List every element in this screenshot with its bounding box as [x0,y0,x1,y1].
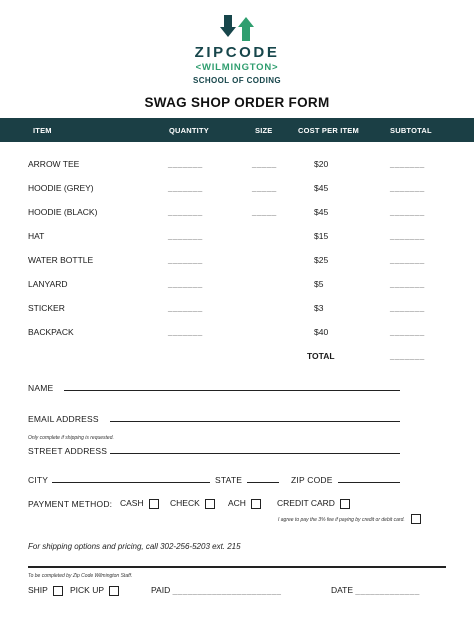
state-field[interactable] [247,482,279,483]
table-row [0,159,474,173]
subtotal-blank[interactable]: _______ [390,207,425,216]
subtotal-blank[interactable]: _______ [390,279,425,288]
size-blank[interactable]: _____ [252,207,277,216]
total-blank[interactable]: _______ [390,351,425,360]
size-blank[interactable]: _____ [252,183,277,192]
zip-field[interactable] [338,482,400,483]
table-header [0,118,474,142]
pick-up-option[interactable] [70,585,119,596]
subtotal-blank[interactable]: _______ [390,327,425,336]
paid-blank[interactable]: ______________________ [172,586,282,595]
ach-option[interactable] [228,498,261,509]
zip-label: ZIP CODE [291,475,333,485]
divider [28,566,446,568]
state-label: STATE [215,475,243,485]
quantity-blank[interactable]: _______ [168,207,203,216]
header-quantity: QUANTITY [169,126,209,135]
ship-label: SHIP [28,585,48,595]
row-item: ARROW TEE [28,159,80,169]
logo-subtitle: <WILMINGTON> [195,62,279,73]
size-blank[interactable]: _____ [252,159,277,168]
email-label: EMAIL ADDRESS [28,414,99,424]
shipping-info: For shipping options and pricing, call 302-256-5203 ext. 215 [28,542,241,551]
email-field[interactable] [110,421,400,422]
subtotal-blank[interactable]: _______ [390,255,425,264]
row-item: STICKER [28,303,65,313]
row-cost: $45 [314,207,329,217]
credit-card-checkbox[interactable] [340,499,350,509]
header-subtotal: SUBTOTAL [390,126,432,135]
row-cost: $5 [314,279,324,289]
date-field[interactable] [331,585,420,595]
check-checkbox[interactable] [205,499,215,509]
quantity-blank[interactable]: _______ [168,327,203,336]
total-row [0,351,474,365]
table-row [0,303,474,317]
row-cost: $15 [314,231,329,241]
logo-wordmark: ZIPCODE [194,44,280,61]
row-cost: $40 [314,327,329,337]
date-label: DATE [331,585,354,595]
quantity-blank[interactable]: _______ [168,183,203,192]
table-row [0,183,474,197]
paid-label: PAID [151,585,171,595]
city-field[interactable] [52,482,210,483]
subtotal-blank[interactable]: _______ [390,183,425,192]
quantity-blank[interactable]: _______ [168,255,203,264]
subtotal-blank[interactable]: _______ [390,231,425,240]
credit-card-label: CREDIT CARD [277,498,335,508]
city-label: CITY [28,475,49,485]
name-field[interactable] [64,390,400,391]
subtotal-blank[interactable]: _______ [390,303,425,312]
logo-school: SCHOOL OF CODING [192,76,282,85]
cash-label: CASH [120,498,144,508]
row-item: HOODIE (BLACK) [28,207,98,217]
quantity-blank[interactable]: _______ [168,279,203,288]
table-row [0,207,474,221]
pick-up-checkbox[interactable] [109,586,119,596]
row-cost: $25 [314,255,329,265]
row-item: WATER BOTTLE [28,255,94,265]
payment-method-label: PAYMENT METHOD: [28,499,113,509]
shipping-only-note: Only complete if shipping is requested. [28,435,114,441]
header-cost: COST PER ITEM [298,126,359,135]
row-item: BACKPACK [28,327,74,337]
table-row [0,231,474,245]
date-blank[interactable]: _____________ [355,586,420,595]
check-label: CHECK [170,498,200,508]
row-item: HOODIE (GREY) [28,183,94,193]
table-row [0,255,474,269]
form-title: SWAG SHOP ORDER FORM [144,95,330,110]
ach-label: ACH [228,498,246,508]
row-cost: $20 [314,159,329,169]
ship-option[interactable] [28,585,63,596]
table-row [0,327,474,341]
header-item: ITEM [33,126,52,135]
row-item: HAT [28,231,45,241]
fee-agreement-checkbox[interactable] [411,514,421,524]
street-field[interactable] [110,453,400,454]
cash-checkbox[interactable] [149,499,159,509]
quantity-blank[interactable]: _______ [168,303,203,312]
total-label: TOTAL [307,351,335,361]
staff-note: To be completed by Zip Code Wilmington Staff. [28,573,133,579]
pick-up-label: PICK UP [70,585,105,595]
table-row [0,279,474,293]
row-cost: $3 [314,303,324,313]
arrows-logo-icon [220,13,254,43]
row-cost: $45 [314,183,329,193]
logo [0,13,474,85]
quantity-blank[interactable]: _______ [168,159,203,168]
quantity-blank[interactable]: _______ [168,231,203,240]
ship-checkbox[interactable] [53,586,63,596]
fee-agreement-text: I agree to pay the 3% fee if paying by credit or debit card. [278,517,405,523]
header-size: SIZE [255,126,273,135]
name-label: NAME [28,383,54,393]
subtotal-blank[interactable]: _______ [390,159,425,168]
row-item: LANYARD [28,279,68,289]
check-option[interactable] [170,498,215,509]
credit-card-option[interactable] [277,498,350,509]
cash-option[interactable] [120,498,159,509]
ach-checkbox[interactable] [251,499,261,509]
street-label: STREET ADDRESS [28,446,108,456]
paid-field[interactable] [151,585,281,595]
